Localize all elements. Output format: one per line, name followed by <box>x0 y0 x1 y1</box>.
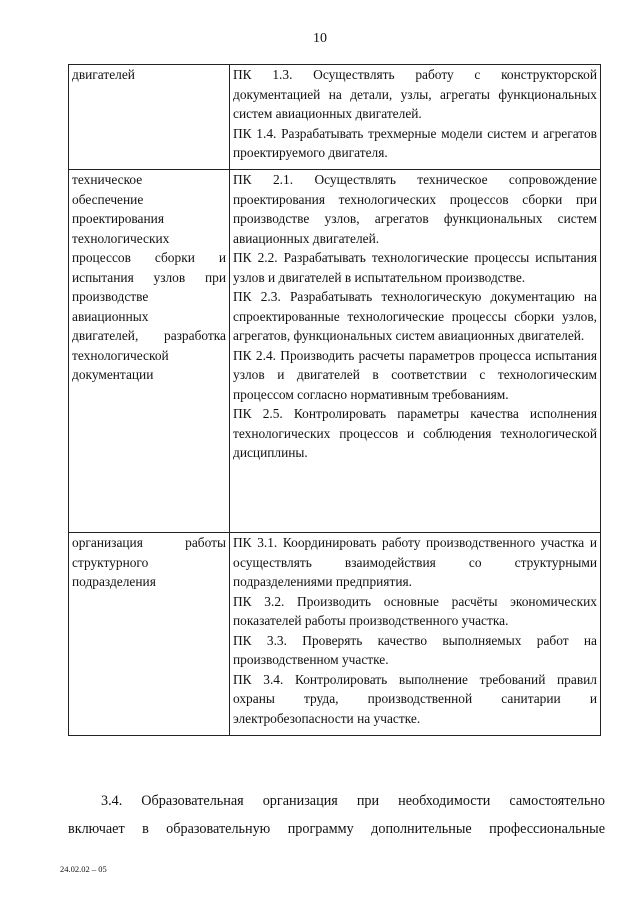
activity-cell <box>69 533 230 736</box>
competency-item: ПК 2.3. Разрабатывать технологическую документацию на спроектированные технологические процессы сборки узлов, агрегатов, функциональных систем авиационных двигателей. <box>233 289 597 343</box>
activity-line: авиационных <box>72 308 149 324</box>
activity-line: подразделения <box>72 574 156 589</box>
activity-line: процессов сборки и <box>72 250 226 265</box>
competencies-table <box>68 64 601 736</box>
paragraph-line: включает в образовательную программу дополнительные профессиональные <box>68 821 605 837</box>
activity-cell <box>69 170 230 533</box>
activity-line: проектирования <box>72 211 164 226</box>
competency-item: ПК 2.4. Производить расчеты параметров процесса испытания узлов и двигателей в соответствии с технологическим процессом согласно нормативным требованиям. <box>233 347 597 402</box>
competencies-cell <box>230 65 601 170</box>
competencies-cell <box>230 533 601 736</box>
competency-item: ПК 1.4. Разрабатывать трехмерные модели систем и агрегатов проектируемого двигателя. <box>233 125 597 160</box>
table-row <box>69 533 601 736</box>
activity-line: структурного <box>72 554 149 570</box>
competency-item: ПК 2.5. Контролировать параметры качества исполнения технологических процессов и соблюдения технологической дисциплины. <box>233 406 597 460</box>
activity-cell <box>69 65 230 170</box>
activity-line: документации <box>72 367 154 382</box>
competency-item: ПК 3.2. Производить основные расчёты экономических показателей работы производственного участка. <box>233 593 597 628</box>
competency-item: ПК 3.4. Контролировать выполнение требований правил охраны труда, производственной санитарии и электробезопасности на участке. <box>233 671 597 726</box>
activity-line: обеспечение <box>72 191 144 207</box>
activity-line: организация работы <box>72 535 226 550</box>
competency-item: ПК 3.3. Проверять качество выполняемых работ на производственном участке. <box>233 632 597 667</box>
footer-code: 24.02.02 – 05 <box>60 864 107 874</box>
activity-line: техническое <box>72 172 143 187</box>
activity-line: производстве <box>72 289 149 304</box>
page-number: 10 <box>313 31 327 46</box>
competency-item: ПК 2.1. Осуществлять техническое сопровождение проектирования технологических процессов сборки при производстве узлов, агрегатов функциональных систем авиационных двигателей. <box>233 172 597 246</box>
competencies-cell <box>230 170 601 533</box>
activity-line: испытания узлов при <box>72 269 226 285</box>
table-row <box>69 170 601 533</box>
competency-item: ПК 2.2. Разрабатывать технологические процессы испытания узлов и двигателей в испытательном производстве. <box>233 250 597 285</box>
competency-item: ПК 3.1. Координировать работу производственного участка и осуществлять взаимодействия со структурными подразделениями предприятия. <box>233 535 597 589</box>
competency-item: ПК 1.3. Осуществлять работу с конструкторской документацией на детали, узлы, агрегаты функциональных систем авиационных двигателей. <box>233 67 597 121</box>
activity-line: технологической <box>72 347 169 363</box>
paragraph-line: 3.4. Образовательная организация при необходимости самостоятельно <box>101 793 605 809</box>
table-row <box>69 65 601 170</box>
activity-line: технологических <box>72 230 170 246</box>
activity-line: двигателей <box>72 67 135 82</box>
activity-line: двигателей, разработка <box>72 328 226 343</box>
